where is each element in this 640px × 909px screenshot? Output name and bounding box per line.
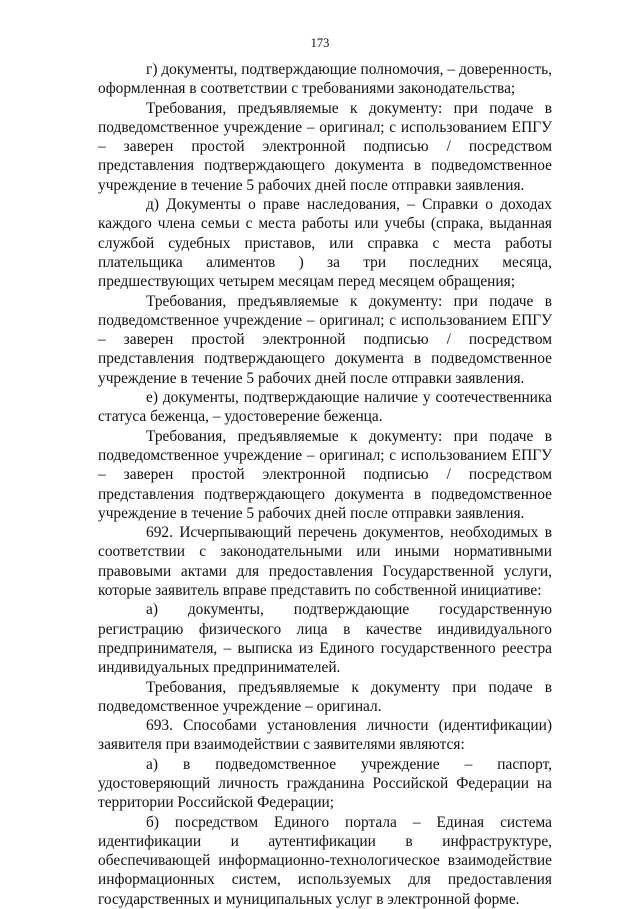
paragraph-item-e: е) документы, подтверждающие наличие у соотечественника статуса беженца, – удостоверение беженца. — [98, 389, 552, 426]
paragraph-requirements: Требования, предъявляемые к документу: при подаче в подведомственное учреждение – оригинал; с использованием ЕПГУ – заверен простой электронной подписью / посредством представления подтверждающего документа в подведомственное учреждение в течение 5 рабочих дней после отправки заявления. — [98, 292, 552, 387]
paragraph-692: 692. Исчерпывающий перечень документов, необходимых в соответствии с законодательными или иными нормативными правовыми актами для предоставления Государственной услуги, которые заявитель вправе представить по собственной инициативе: — [98, 524, 552, 600]
paragraph-item-a: а) документы, подтверждающие государственную регистрацию физического лица в качестве индивидуального предпринимателя, – выписка из Единого государственного реестра индивидуальных предпринимателей. — [98, 601, 552, 677]
paragraph-item-d: д) Документы о праве наследования, – Справки о доходах каждого члена семьи с места работы или учебы (спрака, выданная службой судебных приставов, или справка с места работы плательщика алиментов ) за три последних месяца, предшествующих четырем месяцам перед месяцем обращения; — [98, 196, 552, 291]
paragraph-693: 693. Способами установления личности (идентификации) заявителя при взаимодействии с заявителями являются: — [98, 717, 552, 754]
paragraph-item-a-identity: а) в подведомственное учреждение – паспорт, удостоверяющий личность гражданина Российской Федерации на территории Российской Федерации; — [98, 755, 552, 812]
paragraph-item-b-identity: б) посредством Единого портала – Единая система идентификации и аутентификации в инфраструктуре, обеспечивающей информационно-технологическое взаимодействие информационных систем, используемых для предоставления государственных и муниципальных услуг в электронной форме. — [98, 813, 552, 908]
paragraph-requirements: Требования, предъявляемые к документу: при подаче в подведомственное учреждение – оригинал; с использованием ЕПГУ – заверен простой электронной подписью / посредством представления подтверждающего документа в подведомственное учреждение в течение 5 рабочих дней после отправки заявления. — [98, 99, 552, 194]
page-number: 173 — [310, 36, 330, 50]
paragraph-requirements: Требования, предъявляемые к документу: при подаче в подведомственное учреждение – оригинал; с использованием ЕПГУ – заверен простой электронной подписью / посредством представления подтверждающего документа в подведомственное учреждение в течение 5 рабочих дней после отправки заявления. — [98, 427, 552, 522]
paragraph-requirements: Требования, предъявляемые к документу при подаче в подведомственное учреждение – оригинал. — [98, 678, 552, 715]
paragraph-item-g: г) документы, подтверждающие полномочия, – доверенность, оформленная в соответствии с требованиями законодательства; — [98, 61, 552, 98]
document-body — [98, 60, 552, 909]
